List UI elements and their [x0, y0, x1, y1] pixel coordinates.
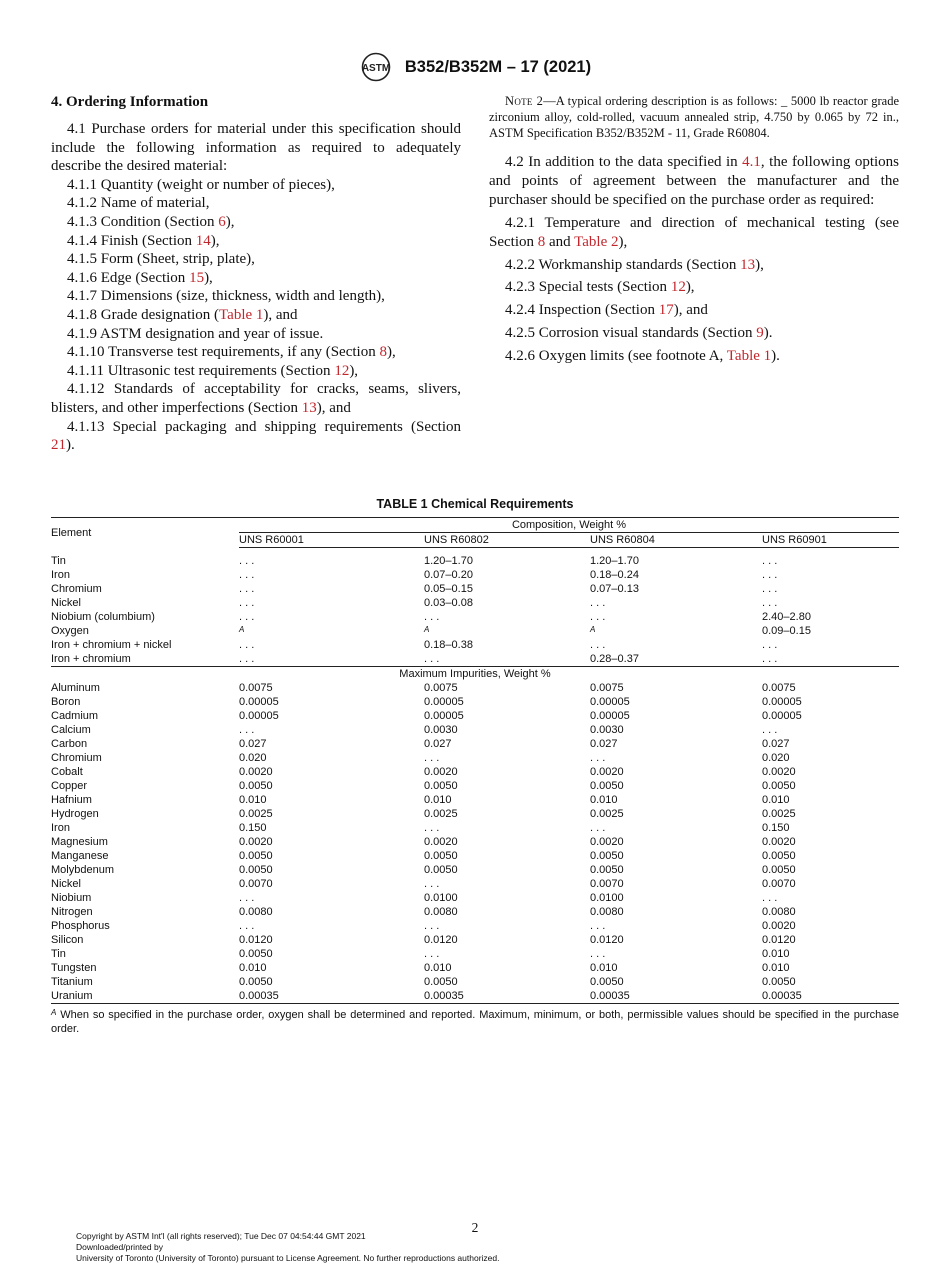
value-cell: 0.027 [424, 738, 452, 750]
value-cell: . . . [762, 583, 778, 595]
section-ref-link[interactable]: 12 [670, 279, 686, 296]
item-text: 4.1.6 Edge (Section [67, 269, 190, 286]
section-ref-link[interactable]: Table 1 [219, 306, 264, 323]
value-cell: 0.0080 [424, 906, 458, 918]
value-cell: 0.010 [590, 962, 618, 974]
table-ref-link[interactable]: Table 2 [574, 233, 619, 250]
value-cell: . . . [762, 597, 778, 609]
element-cell: Iron + chromium [51, 653, 131, 665]
table-row [51, 905, 899, 919]
value-cell: . . . [239, 639, 255, 651]
section-ref-link[interactable]: Table 1 [726, 347, 772, 364]
table-row [51, 891, 899, 905]
value-cell: . . . [762, 653, 778, 665]
value-cell: . . . [762, 724, 778, 736]
value-cell: 0.0020 [239, 766, 273, 778]
table-row [51, 933, 899, 947]
value-cell: 0.0100 [424, 892, 458, 904]
table-row [51, 596, 899, 610]
value-cell: . . . [590, 920, 606, 932]
value-cell: . . . [762, 555, 778, 567]
ordering-item [51, 418, 461, 455]
value-cell: 0.0050 [239, 780, 273, 792]
value-cell: 0.00035 [590, 989, 762, 1004]
value-cell: A [424, 625, 430, 634]
value-cell: 0.0030 [590, 724, 624, 736]
p42-text: 4.2 In addition to the data specified in [505, 154, 743, 170]
ordering-item [51, 232, 461, 251]
section-ref-link[interactable]: 9 [756, 324, 764, 341]
value-cell: 0.027 [762, 738, 790, 750]
astm-logo-icon [359, 52, 393, 82]
value-cell: 0.0075 [590, 682, 624, 694]
value-cell: 0.05–0.15 [424, 583, 473, 595]
item-text: 4.1.12 Standards of acceptability for cracks, seams, slivers, blisters, and other imperfections (Section [51, 381, 461, 416]
ordering-item [51, 176, 461, 195]
value-cell: 0.010 [424, 962, 452, 974]
ordering-item [51, 213, 461, 232]
option-item [489, 256, 899, 275]
left-column [51, 93, 461, 455]
copyright-line: Copyright by ASTM Int'l (all rights reserved); Tue Dec 07 04:54:44 GMT 2021 [76, 1231, 366, 1241]
element-cell: Molybdenum [51, 864, 114, 876]
value-cell: 0.020 [762, 752, 790, 764]
element-cell: Nitrogen [51, 906, 93, 918]
ordering-items-list [51, 176, 461, 455]
value-cell: 0.00005 [239, 696, 279, 708]
value-cell: . . . [590, 611, 606, 623]
value-cell: 0.0050 [424, 780, 458, 792]
table-row [51, 751, 899, 765]
value-cell: 0.0050 [762, 864, 796, 876]
value-cell: 0.00035 [424, 989, 590, 1004]
option-item [489, 278, 899, 297]
item-text-end: ). [66, 437, 75, 454]
item-text-end: ), [225, 213, 235, 230]
copyright-notice [76, 1231, 500, 1264]
value-cell: 0.0025 [590, 808, 624, 820]
section-ref-link[interactable]: 14 [195, 232, 211, 249]
table-row [51, 624, 899, 638]
note-2 [489, 93, 899, 141]
ref-4-1-link[interactable]: 4.1 [742, 154, 761, 170]
element-cell: Boron [51, 696, 81, 708]
ordering-item [51, 269, 461, 288]
value-cell: 0.0075 [239, 682, 273, 694]
item-text-end: ), [755, 256, 764, 273]
ordering-item [51, 343, 461, 362]
element-cell: Iron [51, 822, 70, 834]
value-cell: 0.027 [590, 738, 618, 750]
ordering-item [51, 287, 461, 306]
value-cell: . . . [762, 639, 778, 651]
value-cell: A [590, 625, 596, 634]
value-cell: 0.0080 [239, 906, 273, 918]
table-row [51, 807, 899, 821]
element-cell: Nickel [51, 597, 81, 609]
value-cell: 0.0020 [762, 920, 796, 932]
element-cell: Titanium [51, 976, 93, 988]
value-cell: 0.18–0.24 [590, 569, 639, 581]
element-cell: Hafnium [51, 794, 92, 806]
value-cell: 0.0020 [762, 836, 796, 848]
ordering-item [51, 306, 461, 325]
section-ref-link[interactable]: 13 [301, 399, 317, 416]
composition-header: Composition, Weight % [239, 518, 899, 533]
column-header: UNS R60802 [424, 533, 590, 548]
footnote-mark: A [51, 1008, 57, 1017]
value-cell: 0.0050 [762, 780, 796, 792]
table-row [51, 568, 899, 582]
section-ref-link[interactable]: 12 [334, 362, 350, 379]
section-ref-link[interactable]: 8 [537, 233, 546, 250]
element-cell: Silicon [51, 934, 84, 946]
element-cell: Niobium [51, 892, 92, 904]
value-cell: 0.0025 [424, 808, 458, 820]
table-row [51, 709, 899, 723]
item-text-end: ), [349, 362, 359, 379]
element-cell: Chromium [51, 583, 102, 595]
section-intro: 4.1 Purchase orders for material under this specification should include the following information as required to adequately describe the desired material: [51, 121, 461, 175]
item-text-end: ), and [316, 399, 351, 416]
table-row [51, 989, 899, 1004]
value-cell: . . . [424, 653, 440, 665]
table-row [51, 779, 899, 793]
value-cell: 0.150 [239, 822, 267, 834]
value-cell: . . . [239, 583, 255, 595]
value-cell: . . . [590, 822, 606, 834]
value-cell: 0.0120 [590, 934, 624, 946]
value-cell: 0.0050 [762, 850, 796, 862]
value-cell: 0.010 [424, 794, 452, 806]
item-text-end: ), [210, 232, 220, 249]
element-cell: Niobium (columbium) [51, 611, 155, 623]
item-text-end: ), [386, 344, 396, 361]
element-cell: Phosphorus [51, 920, 110, 932]
section-ref-link[interactable]: 6 [218, 213, 226, 230]
element-cell: Iron + chromium + nickel [51, 639, 172, 651]
page-header [0, 52, 950, 82]
value-cell: 0.0020 [239, 836, 273, 848]
item-text-end: ). [771, 347, 780, 364]
value-cell: 0.0050 [239, 850, 273, 862]
value-cell: 0.0075 [424, 682, 458, 694]
item-text: 4.2.3 Special tests (Section [505, 279, 671, 296]
value-cell: 0.0070 [762, 878, 796, 890]
value-cell: 0.0025 [239, 808, 273, 820]
value-cell: . . . [424, 920, 440, 932]
element-cell: Nickel [51, 878, 81, 890]
document-title: B352/B352M – 17 (2021) [404, 57, 592, 76]
value-cell: . . . [590, 597, 606, 609]
element-cell: Tin [51, 554, 66, 567]
value-cell: 0.010 [762, 962, 790, 974]
table-row [51, 947, 899, 961]
value-cell: 0.00005 [762, 696, 802, 708]
value-cell: 0.00005 [590, 696, 630, 708]
item-text-mid: and [545, 233, 575, 250]
ordering-item [51, 250, 461, 269]
element-header: Element [51, 526, 92, 539]
element-cell: Hydrogen [51, 808, 99, 820]
value-cell: 0.07–0.20 [424, 569, 473, 581]
value-cell: 0.0020 [590, 766, 624, 778]
value-cell: 0.0120 [239, 934, 273, 946]
value-cell: 0.28–0.37 [590, 653, 639, 665]
item-text-end: ), and [673, 302, 708, 319]
element-cell: Tungsten [51, 962, 97, 974]
value-cell: . . . [239, 597, 255, 609]
element-cell: Iron [51, 569, 70, 581]
column-header: UNS R60001 [239, 533, 424, 548]
value-cell: 0.0120 [762, 934, 796, 946]
value-cell: 0.0050 [762, 976, 796, 988]
section-ref-link[interactable]: 21 [51, 437, 66, 454]
chemical-requirements-table [51, 517, 899, 1004]
table-row [51, 821, 899, 835]
value-cell: 0.00005 [239, 710, 279, 722]
item-text-end: ). [763, 324, 773, 341]
value-cell: 0.0070 [239, 878, 273, 890]
element-cell: Cobalt [51, 766, 83, 778]
option-item [489, 347, 899, 366]
value-cell: 0.09–0.15 [762, 625, 811, 637]
element-cell: Aluminum [51, 682, 100, 694]
element-cell: Copper [51, 780, 88, 792]
table-row [51, 863, 899, 877]
options-items-list [489, 214, 899, 366]
ordering-item [51, 194, 461, 213]
value-cell: 0.00005 [590, 710, 630, 722]
value-cell: 0.0075 [762, 682, 796, 694]
value-cell: 0.0025 [762, 808, 796, 820]
item-text-end: ), [685, 279, 695, 296]
value-cell: 0.0050 [590, 850, 624, 862]
page-number: 2 [471, 1220, 479, 1235]
table-row [51, 919, 899, 933]
value-cell: . . . [239, 724, 255, 736]
option-item [489, 324, 899, 343]
value-cell: . . . [239, 653, 255, 665]
value-cell: 0.0100 [590, 892, 624, 904]
value-cell: 0.010 [239, 794, 267, 806]
value-cell: 0.0020 [590, 836, 624, 848]
element-cell: Oxygen [51, 625, 89, 637]
table-row [51, 849, 899, 863]
value-cell: 0.00005 [424, 696, 464, 708]
value-cell: A [239, 625, 245, 634]
item-text: 4.1.5 Form (Sheet, strip, plate), [67, 251, 255, 268]
footnote-text: When so specified in the purchase order, oxygen shall be determined and reported. Maximum, minimum, or both, permissible values should be specified in the purchase order. [51, 1009, 899, 1035]
p42-text-end: , the following options and points of agreement between the manufacturer and the purchaser should be specified on the purchase order as required: [489, 154, 899, 208]
ordering-item [51, 362, 461, 381]
column-header: UNS R60901 [762, 533, 899, 548]
value-cell: 0.0020 [762, 766, 796, 778]
value-cell: 0.18–0.38 [424, 639, 473, 651]
value-cell: 0.0050 [239, 864, 273, 876]
table-row [51, 835, 899, 849]
item-text-end: ), and [263, 306, 298, 323]
value-cell: . . . [424, 611, 440, 623]
item-text: 4.1.1 Quantity (weight or number of pieces), [67, 176, 335, 193]
item-text: 4.2.6 Oxygen limits (see footnote A, [505, 347, 727, 364]
ordering-item [51, 325, 461, 344]
value-cell: 0.0020 [424, 766, 458, 778]
table-row [51, 652, 899, 667]
value-cell: 0.00005 [424, 710, 464, 722]
value-cell: . . . [239, 611, 255, 623]
table-row [51, 765, 899, 779]
table-row [51, 961, 899, 975]
value-cell: 0.0020 [424, 836, 458, 848]
table-row [51, 582, 899, 596]
value-cell: 1.20–1.70 [590, 555, 639, 567]
value-cell: . . . [424, 878, 440, 890]
value-cell: 0.010 [590, 794, 618, 806]
value-cell: 0.020 [239, 752, 267, 764]
table-row [51, 610, 899, 624]
value-cell: 0.0080 [590, 906, 624, 918]
table-title: TABLE 1 Chemical Requirements [376, 497, 574, 511]
section-ref-link[interactable]: 13 [740, 256, 756, 273]
value-cell: 1.20–1.70 [424, 555, 473, 567]
impurities-header: Maximum Impurities, Weight % [399, 668, 551, 680]
item-text: 4.1.7 Dimensions (size, thickness, width and length), [67, 288, 385, 305]
item-text: 4.2.1 Temperature and direction of mechanical testing (see Section [489, 214, 899, 250]
section-ref-link[interactable]: 17 [658, 302, 674, 319]
section-heading: 4. Ordering Information [51, 94, 209, 110]
value-cell: 0.010 [239, 962, 267, 974]
value-cell: 0.0050 [590, 780, 624, 792]
value-cell: 0.00035 [239, 989, 424, 1004]
value-cell: . . . [424, 822, 440, 834]
value-cell: . . . [239, 920, 255, 932]
value-cell: 0.0030 [424, 724, 458, 736]
value-cell: 0.150 [762, 822, 790, 834]
element-cell: Cadmium [51, 710, 99, 722]
value-cell: 0.0050 [424, 850, 458, 862]
value-cell: . . . [762, 569, 778, 581]
note-label: Note 2 [505, 94, 544, 108]
value-cell: 0.0120 [424, 934, 458, 946]
value-cell: . . . [239, 569, 255, 581]
copyright-line: Downloaded/printed by [76, 1242, 163, 1252]
value-cell: 0.0050 [424, 976, 458, 988]
ordering-item [51, 380, 461, 417]
table-row [51, 548, 899, 569]
value-cell: 0.010 [762, 948, 790, 960]
table-row [51, 695, 899, 709]
item-text: 4.1.13 Special packaging and shipping requirements (Section [67, 418, 461, 435]
value-cell: . . . [424, 948, 440, 960]
item-text: 4.2.5 Corrosion visual standards (Section [505, 324, 757, 341]
element-cell: Calcium [51, 724, 91, 736]
element-cell: Uranium [51, 989, 239, 1004]
value-cell: . . . [239, 555, 255, 567]
element-cell: Carbon [51, 738, 88, 750]
value-cell: 0.0050 [590, 976, 624, 988]
value-cell: . . . [590, 639, 606, 651]
note-text: —A typical ordering description is as follows: _ 5000 lb reactor grade zirconium alloy, cold-rolled, vacuum annealed strip, 4.750 by 0.065 by 72 in., ASTM Specification B352/B352M - 11, Grade R60804. [489, 94, 899, 140]
value-cell: 0.0070 [590, 878, 624, 890]
right-column [489, 93, 899, 370]
table-footnote [51, 1008, 899, 1036]
table-row [51, 877, 899, 891]
table-row [51, 723, 899, 737]
item-text: 4.2.4 Inspection (Section [505, 302, 659, 319]
item-text: 4.1.8 Grade designation ( [67, 306, 220, 323]
value-cell: . . . [424, 752, 440, 764]
table-row [51, 975, 899, 989]
svg-text:ASTM: ASTM [361, 63, 391, 74]
value-cell: 0.0050 [239, 948, 273, 960]
table-row [51, 737, 899, 751]
item-text: 4.1.3 Condition (Section [67, 213, 219, 230]
value-cell: . . . [590, 752, 606, 764]
value-cell: 0.03–0.08 [424, 597, 473, 609]
option-item [489, 301, 899, 320]
value-cell: 0.0050 [590, 864, 624, 876]
element-cell: Tin [51, 948, 66, 960]
table-row [51, 793, 899, 807]
section-ref-link[interactable]: 15 [189, 269, 205, 286]
element-cell: Magnesium [51, 836, 108, 848]
item-text: 4.1.10 Transverse test requirements, if any (Section [67, 344, 380, 361]
value-cell: 0.027 [239, 738, 267, 750]
table-row [51, 638, 899, 652]
item-text: 4.2.2 Workmanship standards (Section [505, 256, 741, 273]
value-cell: . . . [239, 892, 255, 904]
item-text: 4.1.9 ASTM designation and year of issue. [67, 325, 324, 342]
value-cell: 0.00035 [762, 989, 899, 1004]
item-text: 4.1.2 Name of material, [67, 195, 210, 212]
value-cell: 0.07–0.13 [590, 583, 639, 595]
element-cell: Chromium [51, 752, 102, 764]
item-text: 4.1.4 Finish (Section [67, 232, 196, 249]
copyright-line: University of Toronto (University of Toronto) pursuant to License Agreement. No further reproductions authorized. [76, 1253, 500, 1263]
item-text-end: ), [618, 233, 628, 250]
value-cell: 0.0080 [762, 906, 796, 918]
table-1 [51, 497, 899, 1036]
section-ref-link[interactable]: 8 [379, 344, 387, 361]
table-row [51, 681, 899, 695]
value-cell: 0.00005 [762, 710, 802, 722]
column-header: UNS R60804 [590, 533, 762, 548]
value-cell: 0.010 [762, 794, 790, 806]
value-cell: 0.0050 [424, 864, 458, 876]
value-cell: 2.40–2.80 [762, 611, 811, 623]
item-text-end: ), [204, 269, 213, 286]
element-cell: Manganese [51, 850, 109, 862]
value-cell: . . . [590, 948, 606, 960]
value-cell: . . . [762, 892, 778, 904]
paragraph-4-2 [489, 153, 899, 210]
item-text: 4.1.11 Ultrasonic test requirements (Section [67, 362, 335, 379]
value-cell: 0.0050 [239, 976, 273, 988]
option-item [489, 214, 899, 252]
